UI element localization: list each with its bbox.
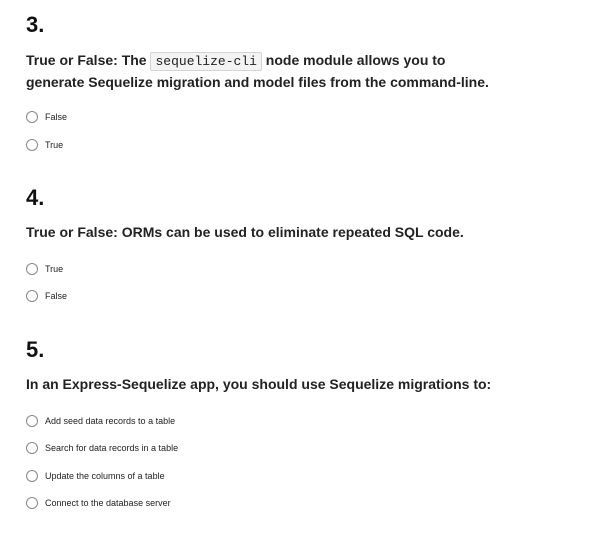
question-3	[26, 12, 586, 150]
option-radio[interactable]	[26, 415, 175, 427]
option-radio[interactable]	[26, 442, 178, 454]
option-label: True	[45, 264, 64, 274]
option-radio[interactable]	[26, 263, 63, 275]
option-radio[interactable]	[26, 290, 67, 302]
option-label: True	[45, 140, 64, 150]
question-number: 4.	[26, 185, 45, 210]
option-label: Add seed data records to a table	[45, 416, 176, 426]
question-text-after: node module allows you to generate Sequelize migration and model files from the command-line.	[26, 52, 489, 90]
option-label: False	[45, 112, 68, 122]
radio-button[interactable]	[26, 263, 38, 275]
radio-button[interactable]	[26, 415, 38, 427]
radio-button[interactable]	[26, 470, 38, 482]
option-radio[interactable]	[26, 497, 171, 509]
question-text-before: True or False: The	[26, 52, 147, 68]
radio-button[interactable]	[26, 290, 38, 302]
question-number: 5.	[26, 337, 45, 362]
radio-button[interactable]	[26, 497, 38, 509]
radio-button[interactable]	[26, 139, 38, 151]
code-snippet: sequelize-cli	[150, 52, 261, 71]
radio-button[interactable]	[26, 442, 38, 454]
option-label: False	[45, 291, 68, 301]
question-number: 3.	[26, 12, 45, 37]
question-text	[26, 50, 506, 92]
option-label: Update the columns of a table	[45, 471, 165, 481]
question-text: In an Express-Sequelize app, you should use Sequelize migrations to:	[26, 376, 492, 392]
option-radio[interactable]	[26, 139, 63, 151]
option-radio[interactable]	[26, 111, 67, 123]
option-label: Connect to the database server	[45, 498, 171, 508]
question-text: True or False: ORMs can be used to eliminate repeated SQL code.	[26, 224, 464, 240]
radio-button[interactable]	[26, 111, 38, 123]
option-radio[interactable]	[26, 470, 165, 482]
option-label: Search for data records in a table	[45, 443, 179, 453]
question-5	[26, 337, 586, 508]
question-4	[26, 185, 586, 301]
